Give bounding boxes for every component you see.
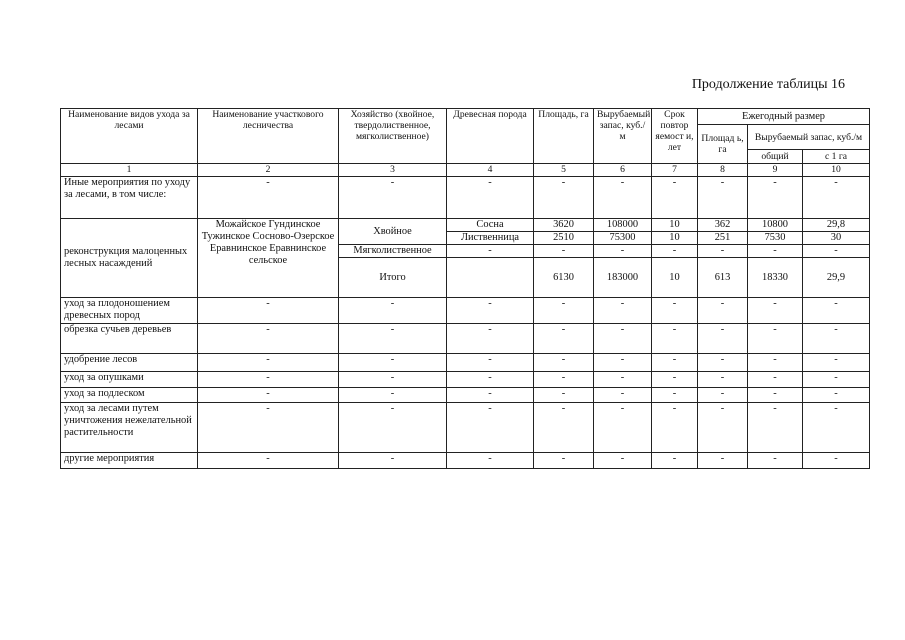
col-number: 6 [594,164,652,177]
table-cell: - [198,354,339,372]
table-cell: - [534,354,594,372]
table-cell: - [447,453,534,469]
header-annual: Ежегодный размер [698,109,870,125]
table-cell: 18330 [748,258,803,298]
table-cell: - [594,453,652,469]
table-cell: 29,9 [803,258,870,298]
table-caption: Продолжение таблицы 16 [691,77,845,92]
table-cell: - [698,403,748,453]
table-cell: - [447,177,534,219]
table-cell: 2510 [534,232,594,245]
row-name: реконструкция малоценных лесных насаждений [61,219,198,298]
table-cell: - [447,298,534,324]
table-cell: - [748,354,803,372]
col-number: 9 [748,164,803,177]
table-cell: - [652,453,698,469]
table-cell [447,258,534,298]
col-number: 5 [534,164,594,177]
table-cell: 10 [652,232,698,245]
table-cell: - [594,177,652,219]
table-cell: - [339,403,447,453]
table-cell: - [803,324,870,354]
table-cell: - [534,177,594,219]
table-row [61,388,870,403]
col-number: 10 [803,164,870,177]
table-cell: - [198,372,339,388]
table-cell: - [652,324,698,354]
table-cell: - [698,298,748,324]
table-cell: - [534,453,594,469]
table-cell: - [594,354,652,372]
total-label: Итого [339,258,447,298]
table-cell: - [652,177,698,219]
table-cell: Сосна [447,219,534,232]
table-cell: 10 [652,258,698,298]
table-cell: - [198,324,339,354]
col-number: 7 [652,164,698,177]
header-col7: Срок повтор яемост и, лет [652,109,698,164]
table-cell: - [803,388,870,403]
table-cell: - [748,298,803,324]
table-cell: 75300 [594,232,652,245]
table-cell: - [447,403,534,453]
table-cell: - [534,324,594,354]
table-cell: 3620 [534,219,594,232]
row-name: обрезка сучьев деревьев [61,324,198,354]
table-cell: - [652,298,698,324]
table-cell: - [594,372,652,388]
table-row [61,324,870,354]
row-name: Иные мероприятия по уходу за лесами, в том числе: [61,177,198,219]
header-col6: Вырубаемый запас, куб./м [594,109,652,164]
header-per-ha: с 1 га [803,150,870,164]
table-cell: - [534,372,594,388]
table-cell: - [534,403,594,453]
table-row [61,403,870,453]
table-cell: - [594,324,652,354]
row-name: удобрение лесов [61,354,198,372]
table-cell: - [803,177,870,219]
table-cell: - [698,177,748,219]
table-cell: - [698,372,748,388]
row-name: уход за плодоношением древесных пород [61,298,198,324]
table-cell: - [339,372,447,388]
table-row [61,453,870,469]
col-number: 1 [61,164,198,177]
table-cell: - [198,177,339,219]
table-cell: - [803,298,870,324]
table-cell: - [698,324,748,354]
table-cell: - [698,354,748,372]
table-cell: - [198,453,339,469]
table-cell: 29,8 [803,219,870,232]
table-cell: - [339,177,447,219]
header-col1: Наименование видов ухода за лесами [61,109,198,164]
table-cell: - [447,354,534,372]
table-cell: 251 [698,232,748,245]
table-cell: - [594,245,652,258]
table-cell: Хвойное [339,219,447,245]
table-cell: - [748,453,803,469]
table-cell: 10 [652,219,698,232]
header-annual-volume: Вырубаемый запас, куб./м [748,125,870,150]
table-cell: - [698,245,748,258]
table-cell: - [803,245,870,258]
table-cell: - [803,354,870,372]
table-cell: Мягколиственное [339,245,447,258]
row-name: другие мероприятия [61,453,198,469]
table-cell: - [652,403,698,453]
table-cell: 613 [698,258,748,298]
table-cell: 183000 [594,258,652,298]
table-cell: - [698,453,748,469]
col-number: 2 [198,164,339,177]
table-cell: - [447,372,534,388]
table-cell: - [198,388,339,403]
table-row [61,372,870,388]
table-row [61,354,870,372]
table-cell: - [594,403,652,453]
table-cell: - [534,245,594,258]
table-cell: - [534,388,594,403]
col-number: 8 [698,164,748,177]
table-cell: 108000 [594,219,652,232]
forestries-list: Можайское Гундинское Тужинское Сосново-Озерское Еравнинское Еравнинское сельское [198,219,339,298]
header-total: общий [748,150,803,164]
header-col4: Древесная порода [447,109,534,164]
table-cell: - [652,372,698,388]
table-cell: - [339,453,447,469]
table-row [61,219,870,232]
table-cell: - [652,354,698,372]
col-number: 4 [447,164,534,177]
table-cell: - [748,372,803,388]
header-col3: Хозяйство (хвойное, твердолиственное, мягколиственное) [339,109,447,164]
header-col5: Площадь, га [534,109,594,164]
table-cell: - [447,324,534,354]
header-annual-area: Площад ь, га [698,125,748,164]
column-numbers-row [61,164,870,177]
table-cell: - [339,324,447,354]
table-cell: - [748,403,803,453]
table-cell: 10800 [748,219,803,232]
table-cell: - [748,245,803,258]
table-cell: Лиственница [447,232,534,245]
table-cell: 30 [803,232,870,245]
table-cell: - [447,388,534,403]
table-row [61,177,870,219]
table-cell: - [652,388,698,403]
table-cell: - [447,245,534,258]
table-cell: - [594,388,652,403]
col-number: 3 [339,164,447,177]
table-cell: - [698,388,748,403]
table-cell: - [534,298,594,324]
table-cell: 7530 [748,232,803,245]
table-cell: - [339,298,447,324]
row-name: уход за лесами путем уничтожения нежелательной растительности [61,403,198,453]
table-cell: - [198,403,339,453]
table-cell: 6130 [534,258,594,298]
row-name: уход за подлеском [61,388,198,403]
table-cell: - [803,403,870,453]
row-name: уход за опушками [61,372,198,388]
table-cell: 362 [698,219,748,232]
table-cell: - [803,372,870,388]
table-cell: - [803,453,870,469]
table-cell: - [339,354,447,372]
table-cell: - [339,388,447,403]
table-cell: - [748,388,803,403]
forest-care-table [60,108,870,469]
table-row [61,298,870,324]
table-cell: - [652,245,698,258]
table-cell: - [748,177,803,219]
table-cell: - [594,298,652,324]
header-col2: Наименование участкового лесничества [198,109,339,164]
table-cell: - [198,298,339,324]
table-cell: - [748,324,803,354]
